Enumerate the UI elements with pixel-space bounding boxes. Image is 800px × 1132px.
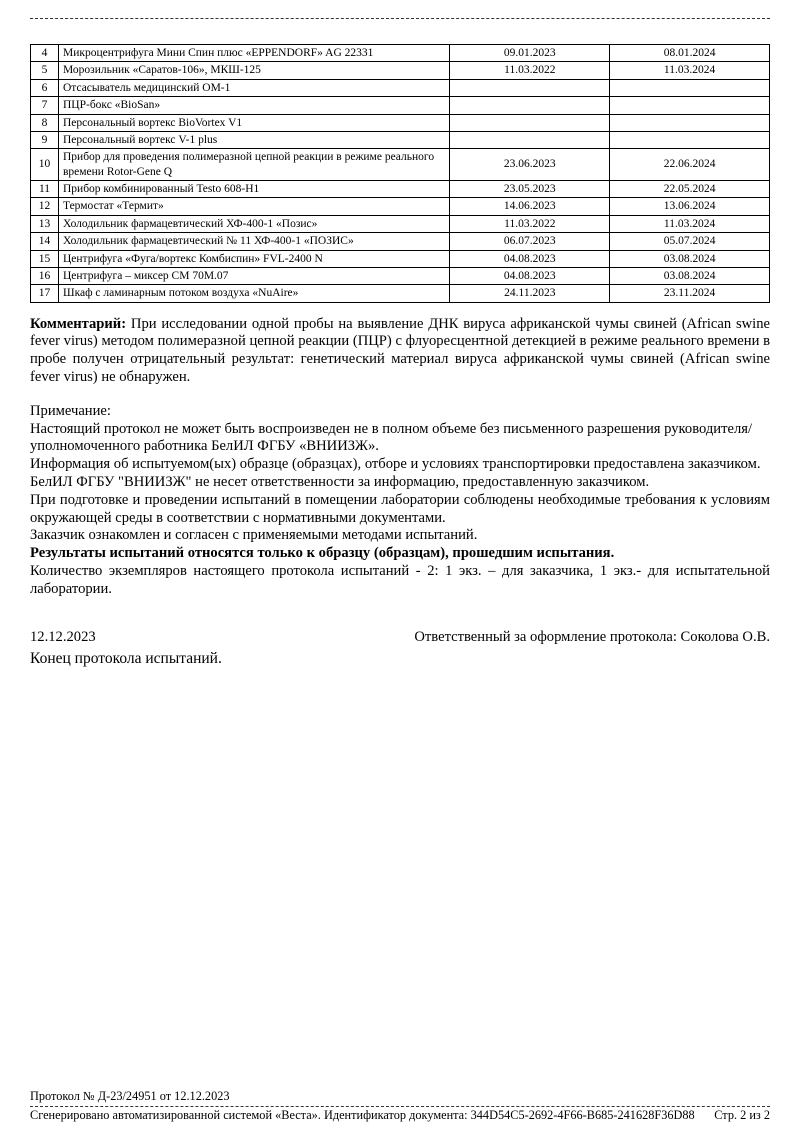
valid-until-date: 22.06.2024: [610, 149, 770, 181]
valid-until-date: 11.03.2024: [610, 62, 770, 79]
closing-section: [30, 629, 770, 670]
row-number: 7: [31, 97, 59, 114]
calibration-date: 14.06.2023: [450, 198, 610, 215]
equipment-name: Прибор комбинированный Testo 608-H1: [58, 181, 449, 198]
commentary-label: Комментарий:: [30, 315, 127, 332]
valid-until-date: [610, 79, 770, 96]
row-number: 14: [31, 233, 59, 250]
table-row: [31, 79, 770, 96]
note-line: Настоящий протокол не может быть воспроизведен не в полном объеме без письменного разрешения руководителя/уполномоченного работника БелИЛ ФГБУ «ВНИИЗЖ».: [30, 420, 753, 455]
note-line: Заказчик ознакомлен и согласен с применяемыми методами испытаний.: [30, 527, 478, 544]
table-row: [31, 250, 770, 267]
page-number: Стр. 2 из 2: [714, 1108, 770, 1123]
row-number: 12: [31, 198, 59, 215]
row-number: 8: [31, 114, 59, 131]
notes-section: [30, 403, 770, 599]
calibration-date: 09.01.2023: [450, 45, 610, 62]
row-number: 9: [31, 131, 59, 148]
table-row: [31, 215, 770, 232]
valid-until-date: 22.05.2024: [610, 181, 770, 198]
valid-until-date: 03.08.2024: [610, 250, 770, 267]
calibration-date: [450, 131, 610, 148]
table-row: [31, 62, 770, 79]
table-row: [31, 181, 770, 198]
table-row: [31, 131, 770, 148]
valid-until-date: 23.11.2024: [610, 285, 770, 302]
end-of-protocol-text: Конец протокола испытаний.: [30, 650, 222, 668]
row-number: 6: [31, 79, 59, 96]
row-number: 16: [31, 267, 59, 284]
calibration-date: 23.06.2023: [450, 149, 610, 181]
valid-until-date: 08.01.2024: [610, 45, 770, 62]
table-row: [31, 45, 770, 62]
table-row: [31, 233, 770, 250]
table-row: [31, 198, 770, 215]
footer-protocol-number: Протокол № Д-23/24951 от 12.12.2023: [30, 1089, 230, 1104]
equipment-name: Отсасыватель медицинский ОМ-1: [58, 79, 449, 96]
equipment-name: Центрифуга «Фуга/вортекс Комбиспин» FVL-2400 N: [58, 250, 449, 267]
calibration-date: 06.07.2023: [450, 233, 610, 250]
calibration-date: [450, 97, 610, 114]
equipment-name: Морозильник «Саратов-106», МКШ-125: [58, 62, 449, 79]
table-row: [31, 149, 770, 181]
calibration-date: [450, 114, 610, 131]
footer-generated-info: Сгенерировано автоматизированной системой «Веста». Идентификатор документа: 344D54C5-2692-4F66-B685-241628F36D88: [30, 1108, 695, 1123]
row-number: 4: [31, 45, 59, 62]
equipment-name: Персональный вортекс BioVortex V1: [58, 114, 449, 131]
valid-until-date: 05.07.2024: [610, 233, 770, 250]
row-number: 13: [31, 215, 59, 232]
row-number: 11: [31, 181, 59, 198]
protocol-date: 12.12.2023: [30, 628, 96, 645]
table-row: [31, 97, 770, 114]
calibration-date: 24.11.2023: [450, 285, 610, 302]
note-line-results: Результаты испытаний относятся только к образцу (образцам), прошедшим испытания.: [30, 545, 615, 562]
row-number: 17: [31, 285, 59, 302]
calibration-date: [450, 79, 610, 96]
table-row: [31, 267, 770, 284]
calibration-date: 04.08.2023: [450, 250, 610, 267]
equipment-name: Холодильник фармацевтический ХФ-400-1 «Позис»: [58, 215, 449, 232]
valid-until-date: [610, 131, 770, 148]
valid-until-date: 13.06.2024: [610, 198, 770, 215]
page-footer: [30, 1089, 770, 1124]
row-number: 10: [31, 149, 59, 181]
equipment-name: Микроцентрифуга Мини Спин плюс «EPPENDORF» AG 22331: [58, 45, 449, 62]
top-dashed-rule: [30, 18, 770, 19]
valid-until-date: [610, 97, 770, 114]
commentary-paragraph: [30, 316, 770, 387]
calibration-date: 11.03.2022: [450, 215, 610, 232]
responsible-person: Ответственный за оформление протокола: Соколова О.В.: [414, 628, 770, 645]
note-line: При подготовке и проведении испытаний в помещении лаборатории соблюдены необходимые требования к условиям окружающей среды в соответствии с нормативными документами.: [30, 491, 770, 526]
equipment-name: Персональный вортекс V-1 plus: [58, 131, 449, 148]
valid-until-date: 11.03.2024: [610, 215, 770, 232]
table-row: [31, 285, 770, 302]
valid-until-date: [610, 114, 770, 131]
calibration-date: 23.05.2023: [450, 181, 610, 198]
equipment-name: ПЦР-бокс «BioSan»: [58, 97, 449, 114]
note-line: Информация об испытуемом(ых) образце (образцах), отборе и условиях транспортировки предоставлена заказчиком.: [30, 456, 761, 473]
note-line: Количество экземпляров настоящего протокола испытаний - 2: 1 экз. – для заказчика, 1 экз.- для испытательной лаборатории.: [30, 562, 770, 597]
notes-title: Примечание:: [30, 402, 111, 419]
equipment-name: Шкаф с ламинарным потоком воздуха «NuAire»: [58, 285, 449, 302]
valid-until-date: 03.08.2024: [610, 267, 770, 284]
calibration-date: 11.03.2022: [450, 62, 610, 79]
note-line: БелИЛ ФГБУ "ВНИИЗЖ" не несет ответственности за информацию, предоставленную заказчиком.: [30, 474, 650, 490]
row-number: 15: [31, 250, 59, 267]
table-row: [31, 114, 770, 131]
equipment-name: Центрифуга – миксер СМ 70М.07: [58, 267, 449, 284]
row-number: 5: [31, 62, 59, 79]
bottom-dashed-rule: [30, 1106, 770, 1107]
commentary-text: При исследовании одной пробы на выявление ДНК вируса африканской чумы свиней (African swine fever virus) методом полимеразной цепной реакции (ПЦР) с флуоресцентной детекцией в режиме реального времени в пробе получен отрицательный результат: генетический материал вируса африканской чумы свиней (African swine fever virus) не обнаружен.: [30, 315, 770, 386]
equipment-table: [30, 44, 770, 303]
equipment-name: Прибор для проведения полимеразной цепной реакции в режиме реального времени Rotor-Gene Q: [58, 149, 449, 181]
equipment-name: Термостат «Термит»: [58, 198, 449, 215]
calibration-date: 04.08.2023: [450, 267, 610, 284]
equipment-name: Холодильник фармацевтический № 11 ХФ-400-1 «ПОЗИС»: [58, 233, 449, 250]
